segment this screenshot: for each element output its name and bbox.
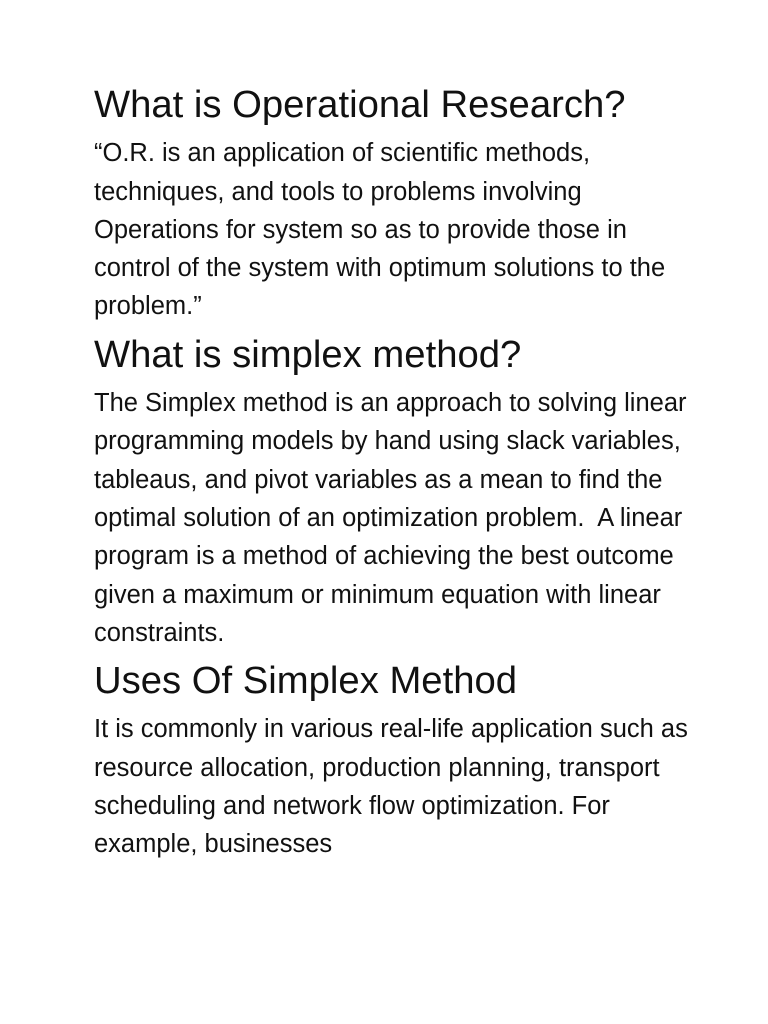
section-body-operational-research: “O.R. is an application of scientific methods, techniques, and tools to problems involving Operations for system so as to provide those in control of the system with optimum solutions to the problem.” <box>94 139 673 321</box>
section-heading-operational-research: What is Operational Research? <box>94 83 626 126</box>
section-body-simplex-method: The Simplex method is an approach to solving linear programming models by hand using slack variables, tableaus, and pivot variables as a mean to find the optimal solution of an optimization problem. A linear program is a method of achieving the best outcome given a maximum or minimum equation with linear constraints. <box>94 389 694 647</box>
section-body-uses-of-simplex: It is commonly in various real-life application such as resource allocation, production planning, transport scheduling and network flow optimization. For example, businesses <box>94 715 695 859</box>
section-heading-uses-of-simplex: Uses Of Simplex Method <box>94 659 518 703</box>
section-heading-simplex-method: What is simplex method? <box>94 332 522 376</box>
document-content <box>94 83 695 874</box>
